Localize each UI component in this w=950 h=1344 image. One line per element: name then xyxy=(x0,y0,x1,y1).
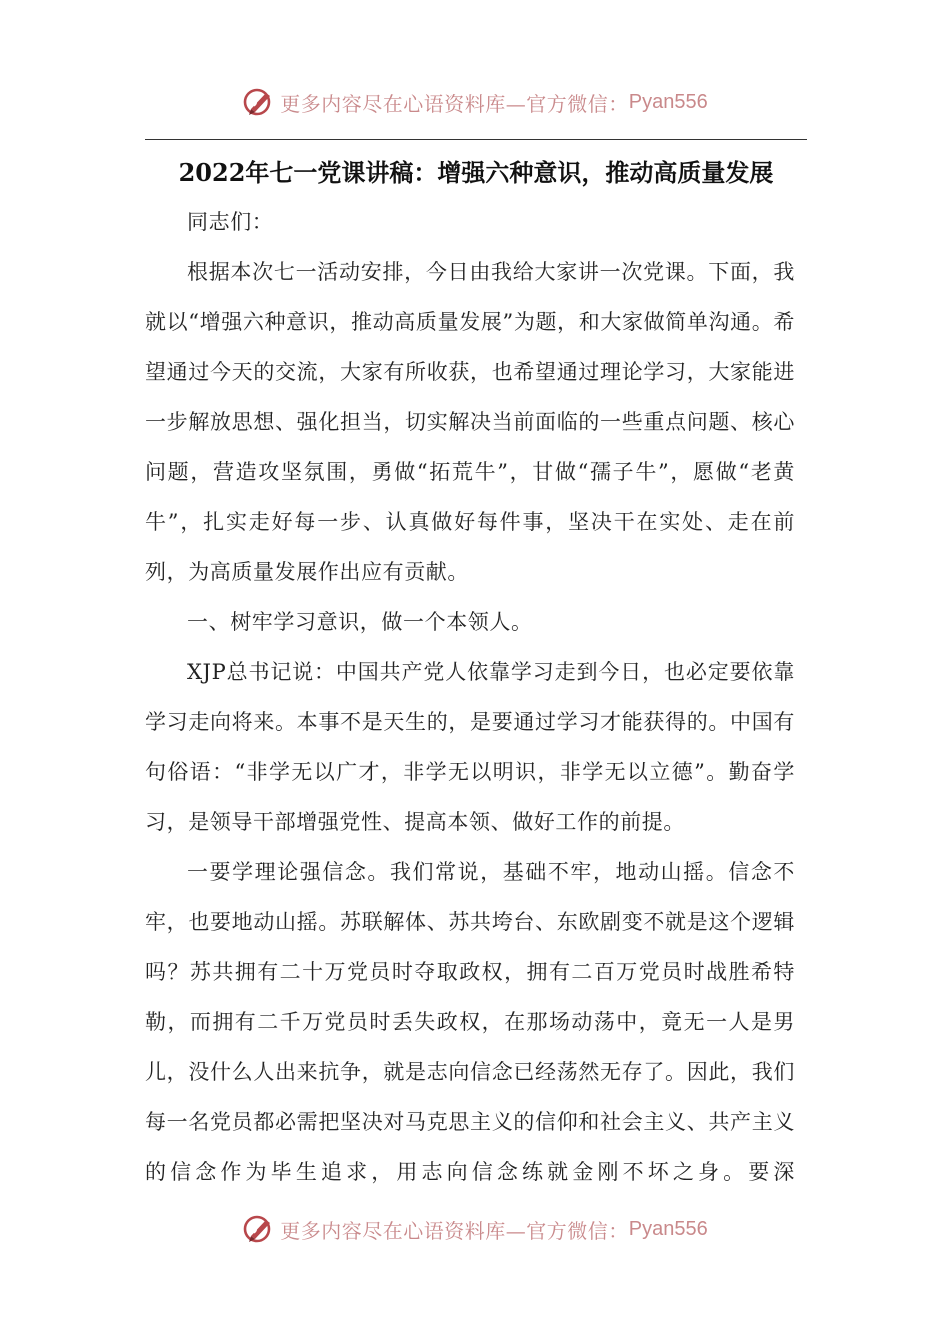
body-paragraph: 一要学理论强信念。我们常说，基础不牢，地动山摇。信念不牢，也要地动山摇。苏联解体、苏共垮台、东欧剧变不就是这个逻辑吗？苏共拥有二十万党员时夺取政权，拥有二百万党员时战胜希特勒，而拥有二千万党员时丢失政权，在那场动荡中，竟无一人是男儿，没什么人出来抗争，就是志向信念已经荡然无存了。因此，我们每一名党员都必需把坚决对马克思主义的信仰和社会主义、共产主义的信念作为毕生追求，用志向信念练就金刚不坏之身。要深 xyxy=(145,860,795,1184)
pen-logo-icon xyxy=(242,85,276,119)
watermark-footer xyxy=(0,1209,950,1249)
watermark-wechat-id: Pyan556 xyxy=(628,90,708,113)
watermark-wechat-id: Pyan556 xyxy=(628,1217,708,1240)
section-heading: 一、树牢学习意识，做一个本领人。 xyxy=(187,610,533,634)
document-body xyxy=(145,197,795,1197)
pen-logo-icon xyxy=(242,1212,276,1246)
body-paragraph: 根据本次七一活动安排，今日由我给大家讲一次党课。下面，我就以“增强六种意识，推动高质量发展”为题，和大家做简单沟通。希望通过今天的交流，大家有所收获，也希望通过理论学习，大家能进一步解放思想、强化担当，切实解决当前面临的一些重点问题、核心问题，营造攻坚氛围，勇做“拓荒牛”，甘做“孺子牛”，愿做“老黄牛”，扎实走好每一步、认真做好每件事，坚决干在实处、走在前列，为高质量发展作出应有贡献。 xyxy=(145,260,795,584)
document-title: 2022年七一党课讲稿：增强六种意识，推动高质量发展 xyxy=(178,158,774,187)
salutation-paragraph: 同志们： xyxy=(187,210,274,234)
watermark-header xyxy=(0,82,950,122)
header-divider xyxy=(145,139,807,140)
body-paragraph: XJP总书记说：中国共产党人依靠学习走到今日，也必定要依靠学习走向将来。本事不是天生的，是要通过学习才能获得的。中国有句俗语：“非学无以广才，非学无以明识，非学无以立德”。勤奋学习，是领导干部增强党性、提高本领、做好工作的前提。 xyxy=(145,660,795,834)
watermark-text: 更多内容尽在心语资料库—官方微信： xyxy=(280,1218,629,1243)
watermark-text: 更多内容尽在心语资料库—官方微信： xyxy=(280,91,629,116)
